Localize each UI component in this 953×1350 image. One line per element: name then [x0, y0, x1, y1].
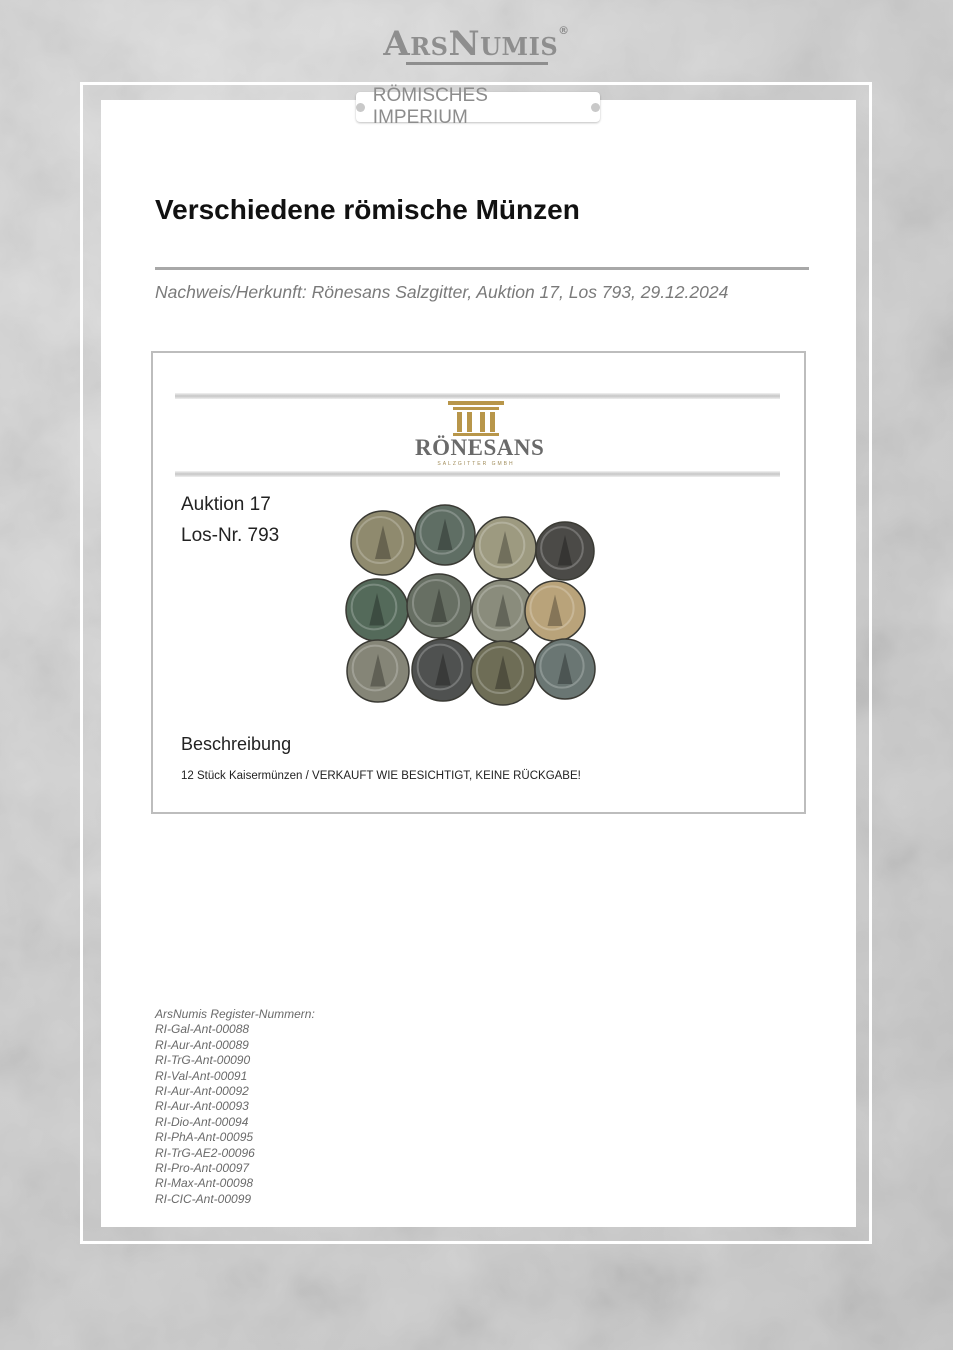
coin-icon — [535, 639, 595, 699]
register-number: RI-Aur-Ant-00092 — [155, 1084, 249, 1099]
register-number: RI-CIC-Ant-00099 — [155, 1191, 252, 1206]
register-list — [155, 1007, 315, 1207]
arsnumis-logo: ARSNUMIS® — [383, 24, 570, 64]
lot-number: Los-Nr. 793 — [181, 525, 280, 546]
section-label: RÖMISCHES IMPERIUM — [372, 85, 488, 128]
coin-icon — [412, 639, 474, 701]
badge-dot-right — [591, 103, 600, 112]
auction-number: Auktion 17 — [181, 494, 271, 515]
coins-photo — [343, 503, 618, 715]
coin-icon — [525, 581, 585, 641]
coin-icon — [351, 511, 415, 575]
column-icon — [415, 399, 537, 439]
coin-icon — [471, 641, 535, 705]
register-number: RI-Dio-Ant-00094 — [155, 1114, 249, 1129]
coin-icon — [347, 640, 409, 702]
provenance-text: Nachweis/Herkunft: Rönesans Salzgitter, Auktion 17, Los 793, 29.12.2024 — [155, 282, 729, 302]
coin-icon — [346, 579, 408, 641]
register-number: RI-TrG-Ant-00090 — [155, 1053, 251, 1068]
logo-subtitle: SALZGITTER GMBH — [437, 461, 515, 467]
register-heading: ArsNumis Register-Nummern: — [155, 1007, 315, 1021]
register-number: RI-PhA-Ant-00095 — [155, 1130, 254, 1145]
coin-icon — [536, 522, 594, 580]
register-number: RI-Max-Ant-00098 — [155, 1176, 254, 1191]
auction-clipping — [151, 351, 806, 814]
coin-icon — [415, 505, 475, 565]
description-text: 12 Stück Kaisermünzen / VERKAUFT WIE BESICHTIGT, KEINE RÜCKGABE! — [181, 770, 581, 782]
ronesans-logo — [415, 399, 545, 469]
register-number: RI-Aur-Ant-00093 — [155, 1099, 249, 1114]
coin-icon — [474, 517, 536, 579]
register-number: RI-Val-Ant-00091 — [155, 1068, 248, 1083]
register-number: RI-Aur-Ant-00089 — [155, 1037, 249, 1052]
logo-name: RÖNESANS — [415, 435, 545, 460]
badge-dot-left — [356, 103, 365, 112]
register-number: RI-Pro-Ant-00097 — [155, 1161, 250, 1176]
coin-icon — [407, 574, 471, 638]
bottom-separator-bar — [175, 471, 780, 477]
section-badge — [356, 85, 600, 128]
register-number: RI-TrG-AE2-00096 — [155, 1145, 255, 1160]
register-number: RI-Gal-Ant-00088 — [155, 1022, 250, 1037]
title-divider — [155, 267, 809, 270]
page-title: Verschiedene römische Münzen — [155, 194, 580, 225]
description-heading: Beschreibung — [181, 734, 292, 754]
